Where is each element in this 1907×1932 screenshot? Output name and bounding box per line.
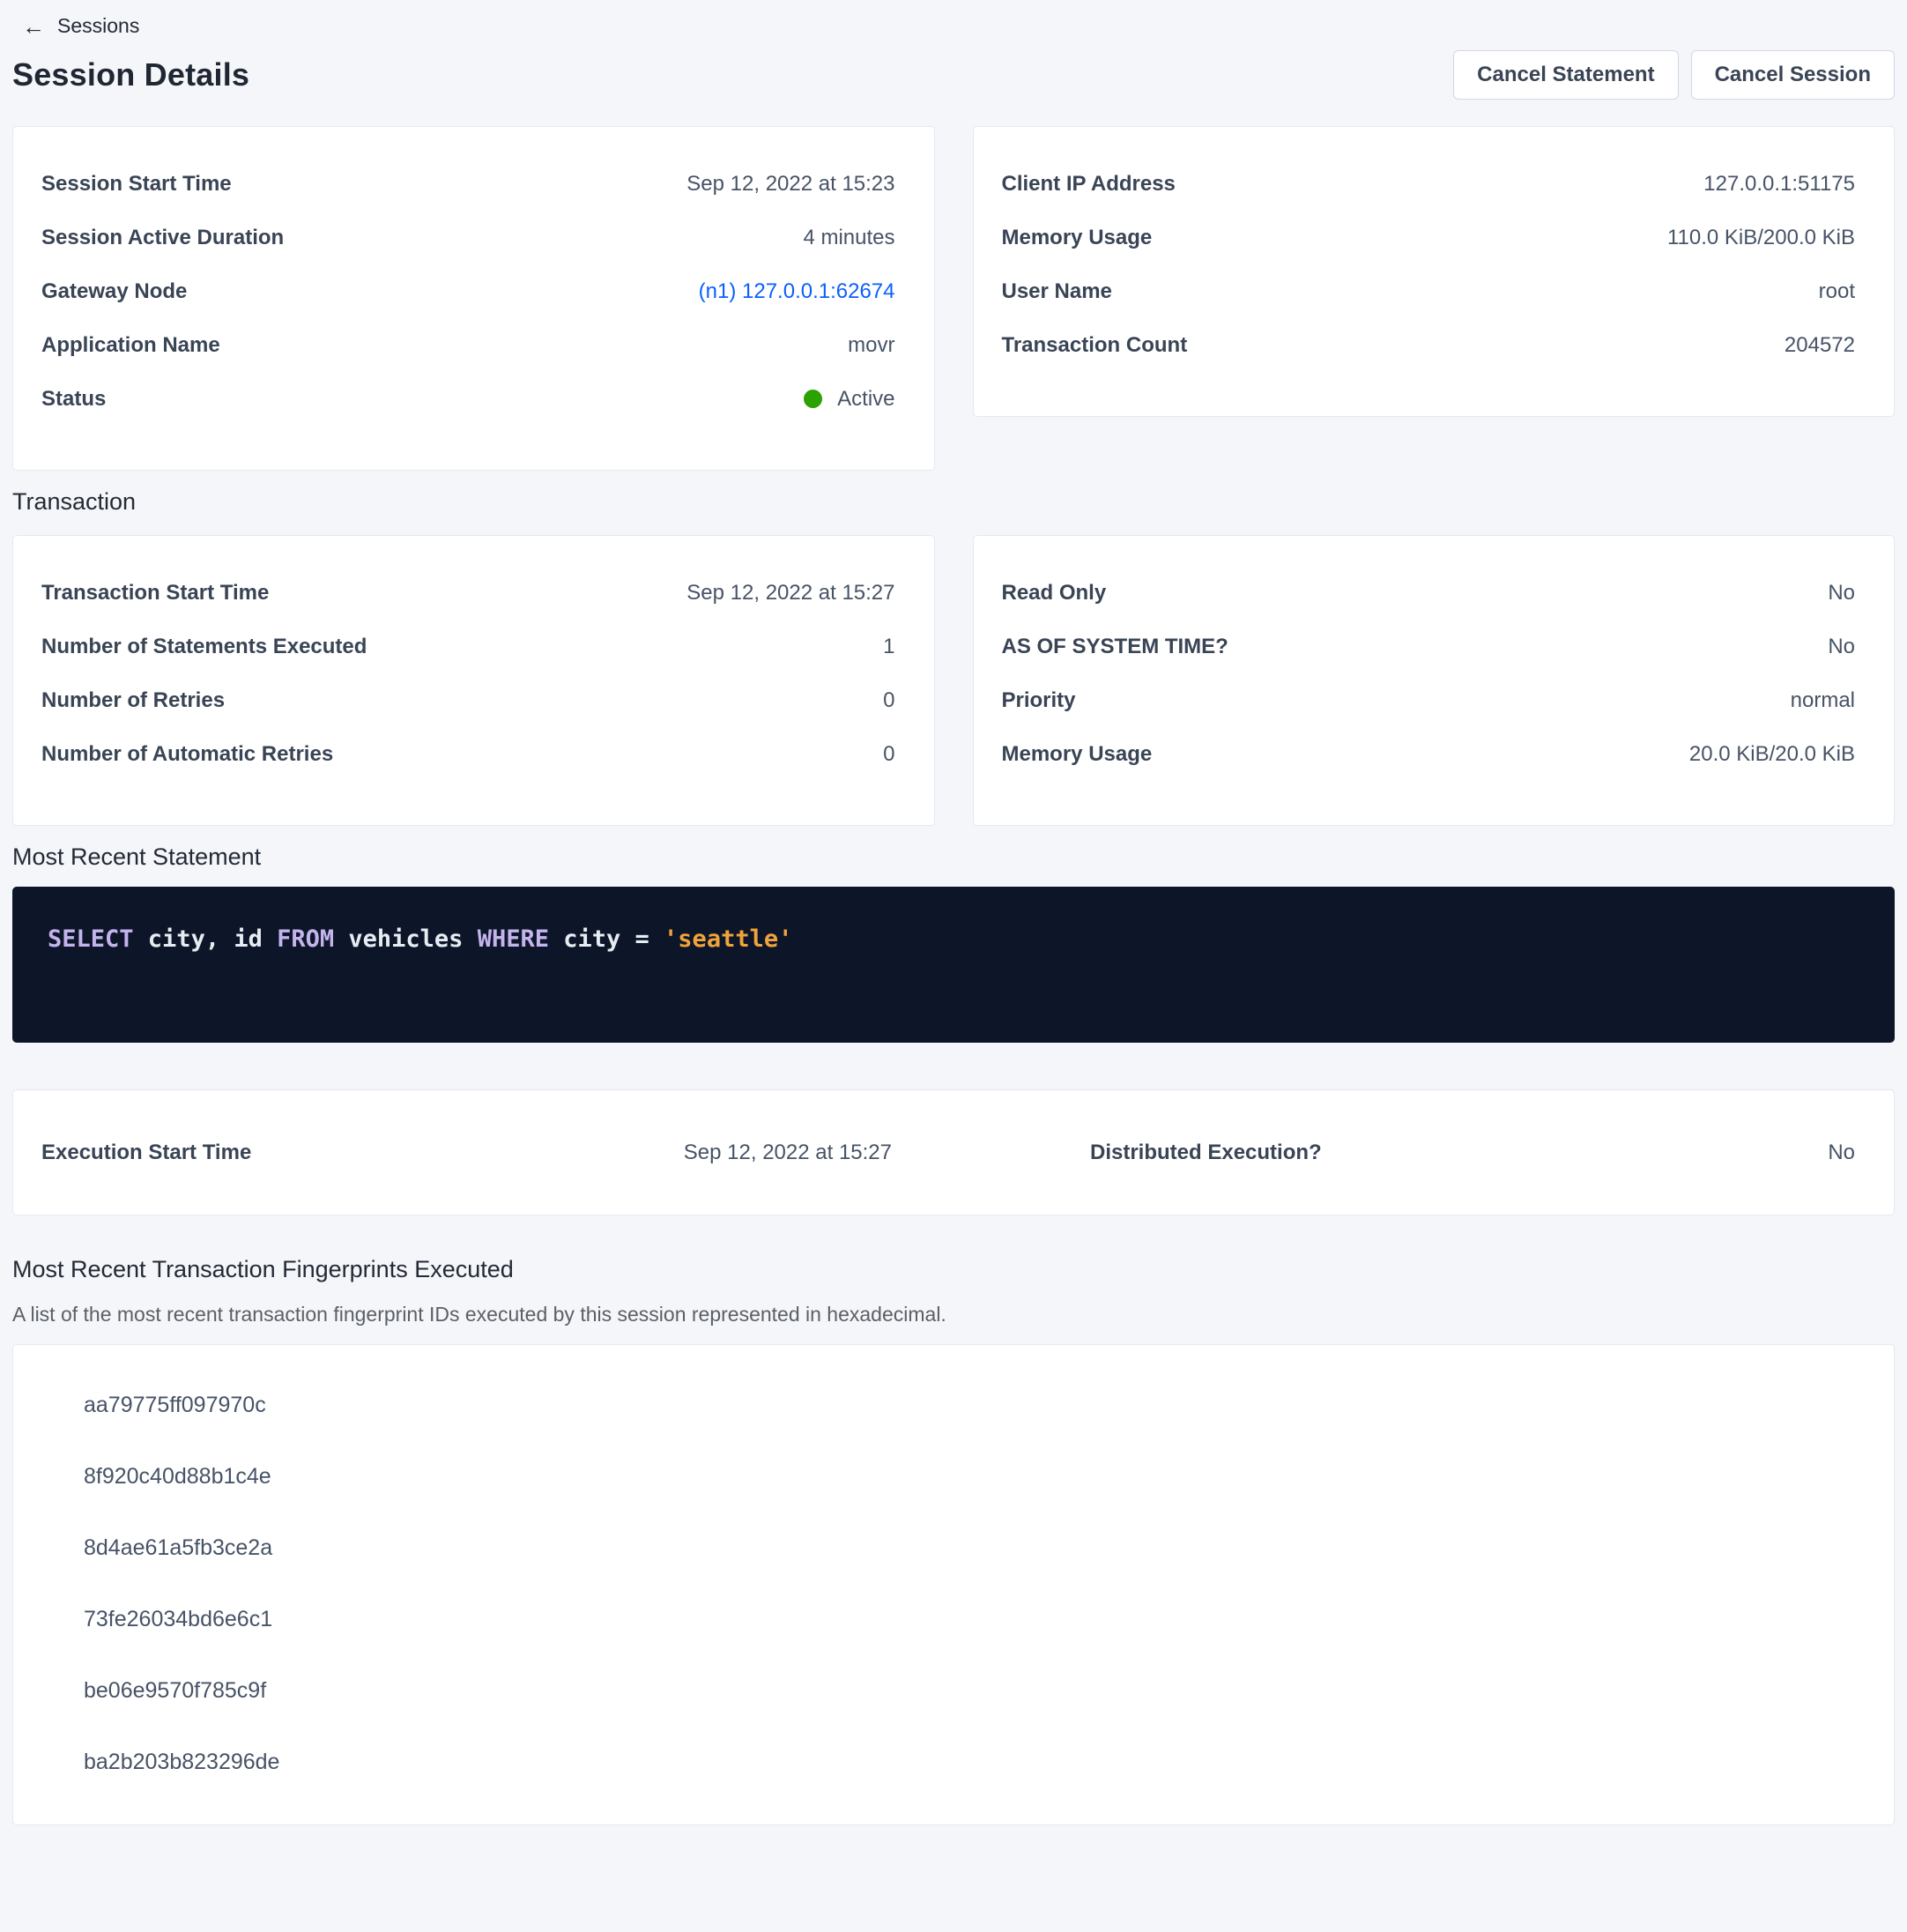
transaction-start-time-label: Transaction Start Time	[41, 580, 270, 605]
transaction-section-heading: Transaction	[12, 488, 137, 515]
statements-executed-value: 1	[883, 634, 895, 658]
table-row	[41, 673, 895, 727]
session-start-time-value: Sep 12, 2022 at 15:23	[686, 171, 895, 196]
as-of-system-time-value: No	[1828, 634, 1855, 658]
cancel-statement-button[interactable]: Cancel Statement	[1453, 50, 1678, 100]
gateway-node-label: Gateway Node	[41, 279, 188, 303]
status-value: Active	[837, 386, 895, 411]
breadcrumb	[22, 14, 1895, 38]
sql-keyword: FROM	[277, 925, 349, 953]
session-active-duration-value: 4 minutes	[803, 225, 895, 249]
txn-memory-usage-label: Memory Usage	[1001, 741, 1153, 766]
table-row	[1002, 264, 1856, 318]
retries-label: Number of Retries	[41, 687, 226, 712]
statements-executed-label: Number of Statements Executed	[41, 634, 367, 658]
client-ip-label: Client IP Address	[1001, 171, 1176, 196]
session-active-duration-label: Session Active Duration	[41, 225, 285, 249]
page-header	[12, 50, 1895, 100]
list-item	[13, 1512, 1894, 1584]
fingerprint-id: ba2b203b823296de	[84, 1750, 280, 1774]
list-item	[13, 1370, 1894, 1441]
sql-string-literal: 'seattle'	[664, 925, 793, 953]
status-dot-icon	[804, 390, 822, 408]
cancel-session-button[interactable]: Cancel Session	[1691, 50, 1895, 100]
priority-value: normal	[1790, 687, 1855, 712]
sql-identifier: city, id	[147, 925, 278, 953]
user-name-value: root	[1818, 279, 1855, 303]
list-item	[13, 1727, 1894, 1798]
session-info-card	[12, 126, 935, 471]
table-row	[41, 157, 895, 211]
statement-section-heading: Most Recent Statement	[12, 843, 262, 870]
execution-start-time-pair	[13, 1141, 954, 1165]
page-title: Session Details	[12, 56, 250, 93]
table-row	[41, 318, 895, 372]
gateway-node-link[interactable]: (n1) 127.0.0.1:62674	[698, 279, 895, 303]
fingerprints-section-heading: Most Recent Transaction Fingerprints Executed	[12, 1256, 514, 1282]
transaction-props-card	[973, 535, 1896, 826]
distributed-execution-pair	[954, 1141, 1894, 1165]
automatic-retries-value: 0	[883, 741, 895, 766]
header-actions	[1453, 50, 1895, 100]
read-only-value: No	[1828, 580, 1855, 605]
table-row	[41, 372, 895, 426]
priority-label: Priority	[1001, 687, 1076, 712]
as-of-system-time-label: AS OF SYSTEM TIME?	[1001, 634, 1228, 658]
sql-keyword: WHERE	[477, 925, 564, 953]
list-item	[13, 1655, 1894, 1727]
automatic-retries-label: Number of Automatic Retries	[41, 741, 334, 766]
transaction-count-label: Transaction Count	[1001, 332, 1188, 357]
fingerprint-id: 73fe26034bd6e6c1	[84, 1607, 273, 1631]
sql-statement-text	[48, 925, 1859, 953]
fingerprint-id: 8f920c40d88b1c4e	[84, 1464, 271, 1489]
txn-memory-usage-value: 20.0 KiB/20.0 KiB	[1688, 741, 1855, 766]
execution-start-time-value: Sep 12, 2022 at 15:27	[683, 1140, 892, 1164]
execution-start-time-label: Execution Start Time	[41, 1140, 252, 1164]
transaction-start-time-value: Sep 12, 2022 at 15:27	[686, 580, 895, 605]
sql-statement-box	[12, 887, 1895, 1043]
transaction-cards-row	[12, 535, 1895, 826]
transaction-count-value: 204572	[1784, 332, 1855, 357]
table-row	[41, 620, 895, 673]
table-row	[1002, 727, 1856, 781]
application-name-label: Application Name	[41, 332, 220, 357]
distributed-execution-value: No	[1828, 1140, 1855, 1164]
table-row	[1002, 673, 1856, 727]
table-row	[41, 727, 895, 781]
distributed-execution-label: Distributed Execution?	[1090, 1140, 1322, 1164]
table-row	[1002, 211, 1856, 264]
list-item	[13, 1441, 1894, 1512]
sql-keyword: SELECT	[48, 925, 148, 953]
fingerprint-id: aa79775ff097970c	[84, 1393, 266, 1417]
execution-info-card	[12, 1089, 1895, 1215]
user-name-label: User Name	[1001, 279, 1112, 303]
table-row	[1002, 318, 1856, 372]
sql-identifier: city =	[563, 925, 664, 953]
breadcrumb-sessions-link[interactable]: Sessions	[57, 14, 140, 37]
client-info-card	[973, 126, 1896, 417]
memory-usage-value: 110.0 KiB/200.0 KiB	[1666, 225, 1855, 249]
read-only-label: Read Only	[1001, 580, 1107, 605]
memory-usage-label: Memory Usage	[1001, 225, 1153, 249]
table-row	[1002, 620, 1856, 673]
session-start-time-label: Session Start Time	[41, 171, 232, 196]
table-row	[1002, 566, 1856, 620]
arrow-left-icon[interactable]: ←	[22, 12, 45, 40]
table-row	[41, 211, 895, 264]
application-name-value: movr	[848, 332, 895, 357]
table-row	[1002, 157, 1856, 211]
session-summary-row	[12, 126, 1895, 471]
fingerprint-id: be06e9570f785c9f	[84, 1678, 267, 1703]
fingerprints-card	[12, 1344, 1895, 1825]
transaction-info-card	[12, 535, 935, 826]
status-badge	[804, 387, 894, 412]
client-ip-value: 127.0.0.1:51175	[1703, 171, 1855, 196]
fingerprint-id: 8d4ae61a5fb3ce2a	[84, 1535, 273, 1560]
table-row	[41, 566, 895, 620]
fingerprints-description: A list of the most recent transaction fingerprint IDs executed by this session represented in hexadecimal.	[12, 1303, 946, 1326]
sql-identifier: vehicles	[348, 925, 478, 953]
status-label: Status	[41, 386, 107, 411]
table-row	[41, 264, 895, 318]
retries-value: 0	[883, 687, 895, 712]
list-item	[13, 1584, 1894, 1655]
